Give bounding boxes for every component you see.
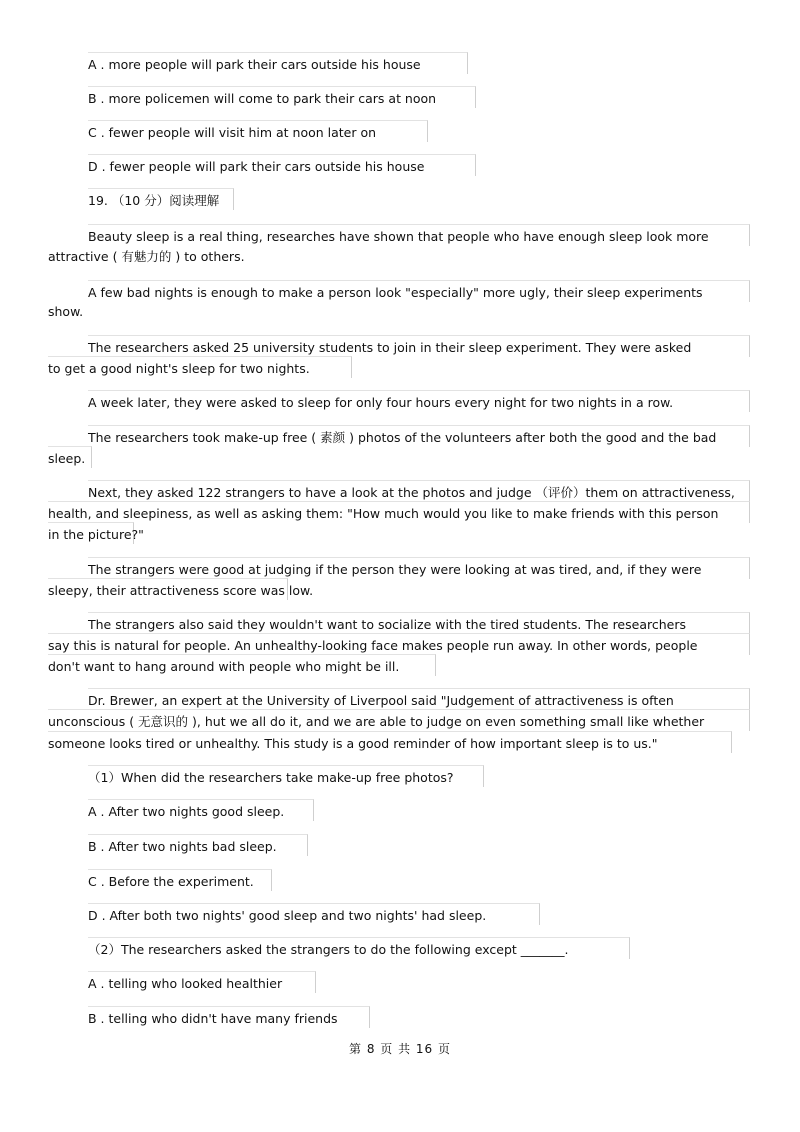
passage-p9-line1: Dr. Brewer, an expert at the University of Liverpool said "Judgement of attractiveness is often bbox=[88, 688, 750, 710]
q18-option-c: C . fewer people will visit him at noon later on bbox=[88, 120, 428, 142]
passage-p2-line1: A few bad nights is enough to make a person look "especially" more ugly, their sleep experiments bbox=[88, 280, 750, 302]
q19-heading: 19. （10 分）阅读理解 bbox=[88, 188, 234, 210]
passage-p2-line2: show. bbox=[48, 304, 84, 319]
passage-p6-line3: in the picture?" bbox=[48, 522, 134, 544]
subq1-option-c: C . Before the experiment. bbox=[88, 869, 272, 891]
subq1-option-b: B . After two nights bad sleep. bbox=[88, 834, 308, 856]
q18-option-d: D . fewer people will park their cars outside his house bbox=[88, 154, 476, 176]
page-footer: 第 8 页 共 16 页 bbox=[349, 1042, 451, 1056]
q18-option-a: A . more people will park their cars outside his house bbox=[88, 52, 468, 74]
passage-p9-line2: unconscious ( 无意识的 ), hut we all do it, and we are able to judge on even something small like whether bbox=[48, 709, 750, 731]
passage-p3-line1: The researchers asked 25 university students to join in their sleep experiment. They were asked bbox=[88, 335, 750, 357]
passage-p6-line2: health, and sleepiness, as well as asking them: "How much would you like to make friends with this person bbox=[48, 501, 750, 523]
q18-option-b: B . more policemen will come to park their cars at noon bbox=[88, 86, 476, 108]
passage-p6-line1: Next, they asked 122 strangers to have a look at the photos and judge （评价）them on attractiveness, bbox=[88, 480, 750, 502]
passage-p1-line2: attractive ( 有魅力的 ) to others. bbox=[48, 249, 245, 264]
subq2-option-b: B . telling who didn't have many friends bbox=[88, 1006, 370, 1028]
passage-p5-line2: sleep. bbox=[48, 446, 92, 468]
passage-p4-line1: A week later, they were asked to sleep for only four hours every night for two nights in a row. bbox=[88, 390, 750, 412]
passage-p8-line2: say this is natural for people. An unhealthy-looking face makes people run away. In other words, people bbox=[48, 633, 750, 655]
subq1-option-d: D . After both two nights' good sleep and two nights' had sleep. bbox=[88, 903, 540, 925]
passage-p7-line2: sleepy, their attractiveness score was low. bbox=[48, 578, 288, 600]
subq2-stem: （2）The researchers asked the strangers to do the following except _______. bbox=[88, 937, 630, 959]
passage-p8-line3: don't want to hang around with people who might be ill. bbox=[48, 654, 436, 676]
passage-p8-line1: The strangers also said they wouldn't want to socialize with the tired students. The researchers bbox=[88, 612, 750, 634]
subq1-option-a: A . After two nights good sleep. bbox=[88, 799, 314, 821]
passage-p1-line1: Beauty sleep is a real thing, researches have shown that people who have enough sleep look more bbox=[88, 224, 750, 246]
subq1-stem: （1）When did the researchers take make-up free photos? bbox=[88, 765, 484, 787]
passage-p9-line3: someone looks tired or unhealthy. This study is a good reminder of how important sleep is to us." bbox=[48, 731, 732, 753]
passage-p5-line1: The researchers took make-up free ( 素颜 ) photos of the volunteers after both the good and the bad bbox=[88, 425, 750, 447]
passage-p3-line2: to get a good night's sleep for two nights. bbox=[48, 356, 352, 378]
passage-p7-line1: The strangers were good at judging if the person they were looking at was tired, and, if they were bbox=[88, 557, 750, 579]
subq2-option-a: A . telling who looked healthier bbox=[88, 971, 316, 993]
